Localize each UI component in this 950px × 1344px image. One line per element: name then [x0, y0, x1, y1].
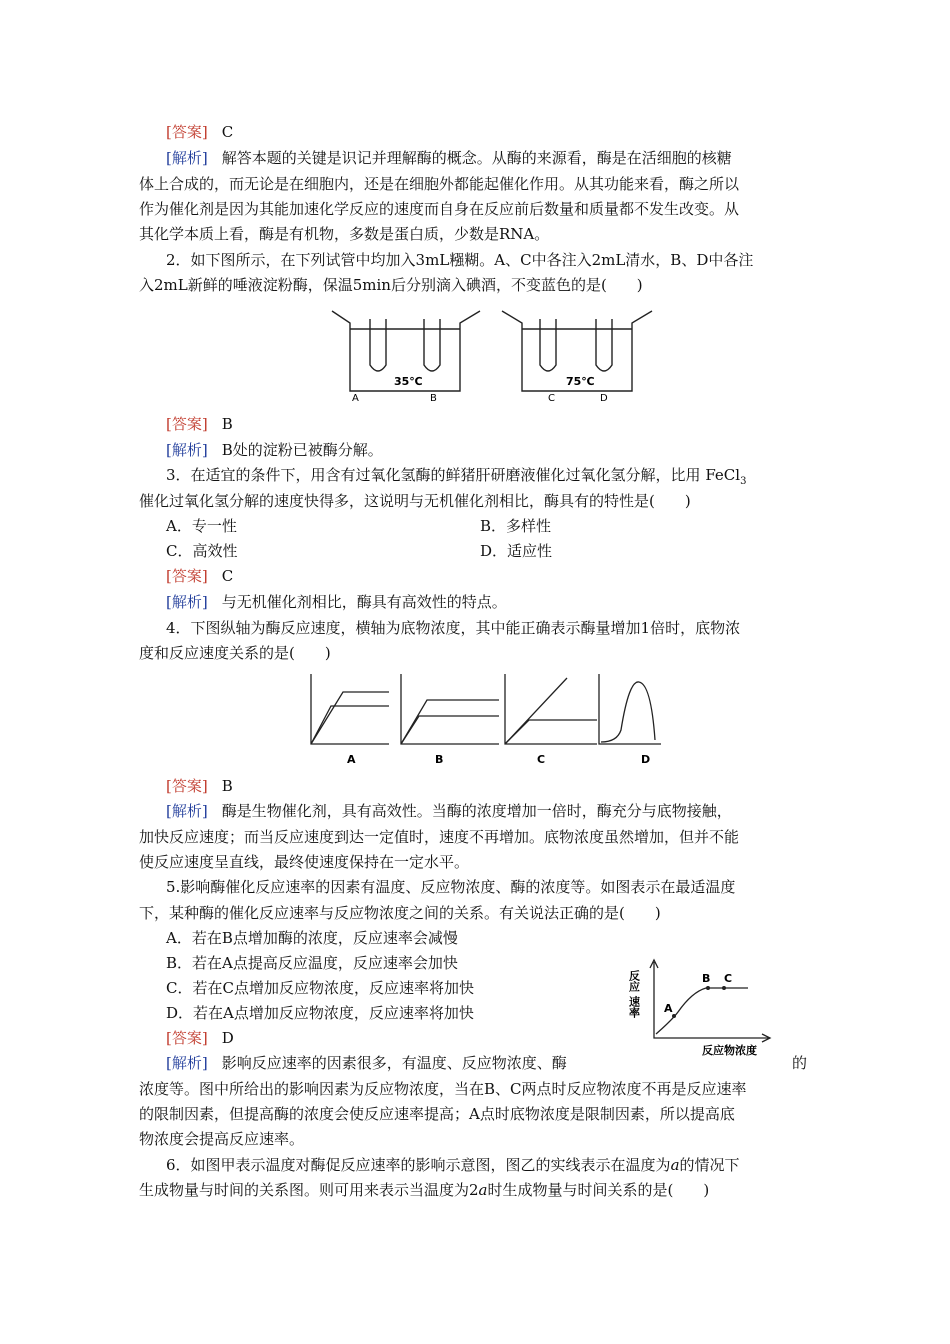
q3-option-c: C．高效性 — [166, 542, 238, 560]
q5-rate-graph — [627, 950, 780, 1060]
tube-label-c: C — [548, 393, 555, 404]
q2-analysis: [解析] B处的淀粉已被酶分解。 — [166, 441, 383, 459]
q5-stem: 5.影响酶催化反应速率的因素有温度、反应物浓度、酶的浓度等。如图表示在最适温度 — [166, 878, 736, 896]
q2-answer: [答案] B — [166, 415, 233, 433]
temp-label-75: 75℃ — [566, 375, 595, 388]
q5-answer: [答案] D — [166, 1029, 234, 1047]
q5-analysis-line: 浓度等。图中所给出的影响因素为反应物浓度，当在B、C两点时反应物浓度不再是反应速率 — [139, 1080, 747, 1098]
q3-option-a: A．专一性 — [166, 517, 237, 535]
graph-label-c: C — [537, 753, 546, 766]
q3-answer: [答案] C — [166, 567, 234, 585]
q3-stem: 催化过氧化氢分解的速度快得多，这说明与无机催化剂相比，酶具有的特性是( ) — [139, 492, 691, 510]
q5-stem: 下，某种酶的催化反应速率与反应物浓度之间的关系。有关说法正确的是( ) — [139, 904, 661, 922]
q6-stem: 6．如图甲表示温度对酶促反应速率的影响示意图，图乙的实线表示在温度为a的情况下 — [166, 1156, 740, 1174]
graph-label-d: D — [641, 753, 651, 766]
point-label-b: B — [702, 972, 711, 985]
tube-label-b: B — [430, 393, 437, 404]
q4-stem: 4．下图纵轴为酶反应速度，横轴为底物浓度，其中能正确表示酶量增加1倍时，底物浓 — [166, 619, 741, 637]
q2-beaker-figure — [330, 305, 640, 405]
q1-answer: [答案] C — [166, 123, 234, 141]
q1-analysis-line: 其化学本质上看，酶是有机物，多数是蛋白质，少数是RNA。 — [139, 225, 550, 243]
q4-graph-figure — [305, 670, 665, 770]
q4-stem: 度和反应速度关系的是( ) — [139, 644, 331, 662]
q5-analysis-line: [解析] 影响反应速率的因素很多，有温度、反应物浓度、酶 — [166, 1054, 567, 1072]
tube-label-d: D — [600, 393, 608, 404]
q3-analysis: [解析] 与无机催化剂相比，酶具有高效性的特点。 — [166, 593, 507, 611]
q3-option-d: D．适应性 — [480, 542, 553, 560]
tube-label-a: A — [352, 393, 359, 404]
q3-stem: 3．在适宜的条件下，用含有过氧化氢酶的鲜猪肝研磨液催化过氧化氢分解，比用 FeCl$_3$ — [166, 466, 747, 487]
q5-option-a: A．若在B点增加酶的浓度，反应速率会减慢 — [166, 929, 458, 947]
point-label-c: C — [724, 972, 733, 985]
q5-option-d: D．若在A点增加反应物浓度，反应速率将加快 — [166, 1004, 474, 1022]
point-label-a: A — [664, 1002, 673, 1015]
q5-analysis-line: 物浓度会提高反应速率。 — [139, 1130, 305, 1148]
q4-analysis-line: 加快反应速度；而当反应速度到达一定值时，速度不再增加。底物浓度虽然增加，但并不能 — [139, 828, 740, 846]
q2-stem: 2．如下图所示，在下列试管中均加入3mL糨糊。A、C中各注入2mL清水，B、D中各注 — [166, 251, 754, 269]
q2-stem: 入2mL新鲜的唾液淀粉酶，保温5min后分别滴入碘酒，不变蓝色的是( ) — [139, 276, 643, 294]
q4-analysis-line: [解析] 酶是生物催化剂，具有高效性。当酶的浓度增加一倍时，酶充分与底物接触， — [166, 802, 732, 820]
temp-label-35: 35℃ — [394, 375, 423, 388]
q4-analysis-line: 使反应速度呈直线，最终使速度保持在一定水平。 — [139, 853, 470, 871]
q4-answer: [答案] B — [166, 777, 233, 795]
q3-option-b: B．多样性 — [480, 517, 552, 535]
q1-analysis-line: [解析] 解答本题的关键是识记并理解酶的概念。从酶的来源看，酶是在活细胞的核糖 — [166, 149, 732, 167]
graph-label-b: B — [435, 753, 444, 766]
q5-option-b: B．若在A点提高反应温度，反应速率会加快 — [166, 954, 458, 972]
q5-analysis-tail: 的 — [792, 1054, 808, 1072]
q6-stem: 生成物量与时间的关系图。则可用来表示当温度为2a时生成物量与时间关系的是( ) — [139, 1181, 710, 1199]
q5-option-c: C．若在C点增加反应物浓度，反应速率将加快 — [166, 979, 474, 997]
graph-label-a: A — [347, 753, 356, 766]
ylabel-line2: 速率 — [627, 996, 641, 1018]
xlabel: 反应物浓度 — [702, 1044, 757, 1057]
q5-analysis-line: 的限制因素，但提高酶的浓度会使反应速率提高；A点时底物浓度是限制因素，所以提高底 — [139, 1105, 735, 1123]
ylabel-line1: 反应 — [627, 970, 641, 992]
q1-analysis-line: 体上合成的，而无论是在细胞内，还是在细胞外都能起催化作用。从其功能来看，酶之所以 — [139, 175, 740, 193]
q1-analysis-line: 作为催化剂是因为其能加速化学反应的速度而自身在反应前后数量和质量都不发生改变。从 — [139, 200, 740, 218]
